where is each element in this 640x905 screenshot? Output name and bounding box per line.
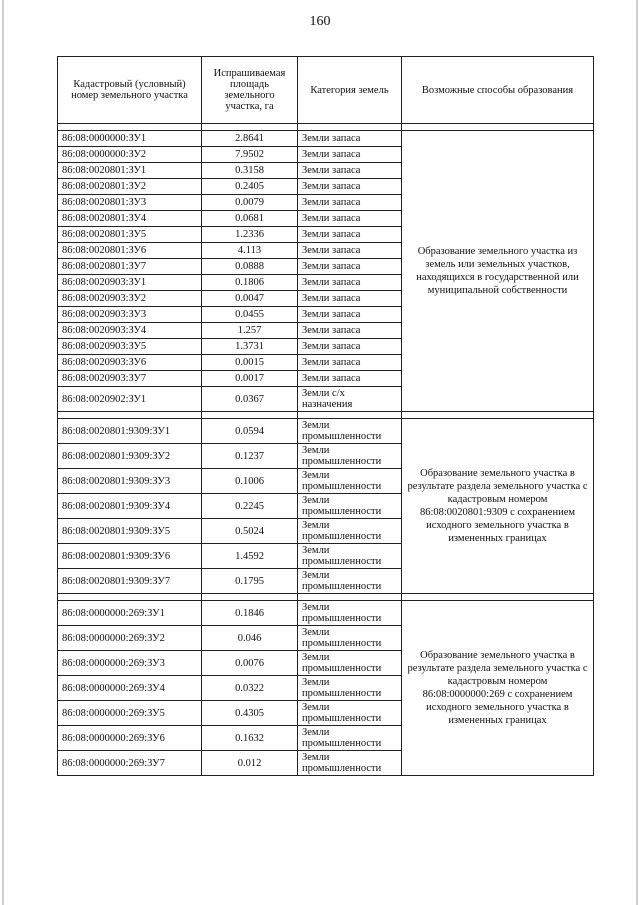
area-cell: 0.1846 bbox=[202, 601, 298, 626]
land-category-cell: Земли промышленности bbox=[298, 544, 402, 569]
area-cell: 0.0888 bbox=[202, 259, 298, 275]
page-number: 160 bbox=[309, 14, 331, 29]
area-cell: 0.0594 bbox=[202, 419, 298, 444]
area-cell: 0.0367 bbox=[202, 387, 298, 412]
area-cell: 0.1795 bbox=[202, 569, 298, 594]
land-category-cell: Земли промышленности bbox=[298, 751, 402, 776]
spacer-cell bbox=[202, 594, 298, 601]
spacer-cell bbox=[298, 594, 402, 601]
spacer-cell bbox=[58, 594, 202, 601]
land-category-cell: Земли запаса bbox=[298, 307, 402, 323]
land-category-cell: Земли промышленности bbox=[298, 626, 402, 651]
land-category-cell: Земли запаса bbox=[298, 227, 402, 243]
area-cell: 7.9502 bbox=[202, 147, 298, 163]
cadastral-number-cell: 86:08:0020801:ЗУ5 bbox=[58, 227, 202, 243]
header-cadastral-number: Кадастровый (условный) номер земельного участка bbox=[58, 57, 202, 124]
land-category-cell: Земли запаса bbox=[298, 323, 402, 339]
cadastral-number-cell: 86:08:0000000:269:ЗУ5 bbox=[58, 701, 202, 726]
land-category-cell: Земли запаса bbox=[298, 339, 402, 355]
land-category-cell: Земли промышленности bbox=[298, 676, 402, 701]
table-row bbox=[58, 601, 594, 626]
land-category-cell: Земли промышленности bbox=[298, 444, 402, 469]
header-land-category: Категория земель bbox=[298, 57, 402, 124]
group-spacer-row bbox=[58, 594, 594, 601]
table-body bbox=[58, 124, 594, 776]
cadastral-number-cell: 86:08:0020801:ЗУ1 bbox=[58, 163, 202, 179]
area-cell: 0.1237 bbox=[202, 444, 298, 469]
spacer-cell bbox=[58, 124, 202, 131]
group-spacer-row bbox=[58, 412, 594, 419]
cadastral-number-cell: 86:08:0000000:ЗУ2 bbox=[58, 147, 202, 163]
area-cell: 0.0322 bbox=[202, 676, 298, 701]
land-category-cell: Земли запаса bbox=[298, 195, 402, 211]
area-cell: 1.257 bbox=[202, 323, 298, 339]
cadastral-number-cell: 86:08:0020801:ЗУ7 bbox=[58, 259, 202, 275]
area-cell: 0.0076 bbox=[202, 651, 298, 676]
cadastral-number-cell: 86:08:0020903:ЗУ6 bbox=[58, 355, 202, 371]
area-cell: 0.3158 bbox=[202, 163, 298, 179]
area-cell: 1.2336 bbox=[202, 227, 298, 243]
formation-method-cell: Образование земельного участка в результате раздела земельного участка с кадастровым номером 86:08:0020801:9309 с сохранением исходного земельного участка в измененных границах bbox=[402, 419, 594, 594]
group-spacer-row bbox=[58, 124, 594, 131]
land-category-cell: Земли запаса bbox=[298, 259, 402, 275]
cadastral-number-cell: 86:08:0000000:269:ЗУ6 bbox=[58, 726, 202, 751]
cadastral-number-cell: 86:08:0000000:269:ЗУ4 bbox=[58, 676, 202, 701]
cadastral-number-cell: 86:08:0020801:9309:ЗУ2 bbox=[58, 444, 202, 469]
area-cell: 0.5024 bbox=[202, 519, 298, 544]
land-category-cell: Земли запаса bbox=[298, 371, 402, 387]
land-category-cell: Земли запаса bbox=[298, 243, 402, 259]
cadastral-number-cell: 86:08:0000000:ЗУ1 bbox=[58, 131, 202, 147]
cadastral-number-cell: 86:08:0020801:9309:ЗУ4 bbox=[58, 494, 202, 519]
table-row bbox=[58, 419, 594, 444]
land-category-cell: Земли запаса bbox=[298, 355, 402, 371]
area-cell: 0.0681 bbox=[202, 211, 298, 227]
cadastral-number-cell: 86:08:0020902:ЗУ1 bbox=[58, 387, 202, 412]
area-cell: 0.012 bbox=[202, 751, 298, 776]
land-category-cell: Земли промышленности bbox=[298, 726, 402, 751]
land-category-cell: Земли запаса bbox=[298, 291, 402, 307]
land-category-cell: Земли запаса bbox=[298, 163, 402, 179]
cadastral-number-cell: 86:08:0000000:269:ЗУ1 bbox=[58, 601, 202, 626]
area-cell: 0.0455 bbox=[202, 307, 298, 323]
land-plots-table bbox=[57, 56, 594, 776]
spacer-cell bbox=[202, 124, 298, 131]
cadastral-number-cell: 86:08:0020903:ЗУ5 bbox=[58, 339, 202, 355]
area-cell: 0.0079 bbox=[202, 195, 298, 211]
area-cell: 1.3731 bbox=[202, 339, 298, 355]
cadastral-number-cell: 86:08:0020903:ЗУ2 bbox=[58, 291, 202, 307]
land-category-cell: Земли запаса bbox=[298, 131, 402, 147]
scan-edge-left bbox=[2, 0, 4, 905]
spacer-cell bbox=[202, 412, 298, 419]
land-category-cell: Земли промышленности bbox=[298, 519, 402, 544]
land-category-cell: Земли промышленности bbox=[298, 651, 402, 676]
land-category-cell: Земли с/х назначения bbox=[298, 387, 402, 412]
table-row bbox=[58, 131, 594, 147]
area-cell: 0.1632 bbox=[202, 726, 298, 751]
cadastral-number-cell: 86:08:0000000:269:ЗУ3 bbox=[58, 651, 202, 676]
land-category-cell: Земли промышленности bbox=[298, 469, 402, 494]
cadastral-number-cell: 86:08:0020801:9309:ЗУ1 bbox=[58, 419, 202, 444]
cadastral-number-cell: 86:08:0020801:ЗУ2 bbox=[58, 179, 202, 195]
cadastral-number-cell: 86:08:0020903:ЗУ7 bbox=[58, 371, 202, 387]
area-cell: 1.4592 bbox=[202, 544, 298, 569]
land-category-cell: Земли промышленности bbox=[298, 701, 402, 726]
formation-method-cell: Образование земельного участка из земель или земельных участков, находящихся в государственной или муниципальной собственности bbox=[402, 131, 594, 412]
area-cell: 0.2405 bbox=[202, 179, 298, 195]
scan-edge-right bbox=[636, 0, 638, 905]
area-cell: 0.0015 bbox=[202, 355, 298, 371]
header-formation-methods: Возможные способы образования bbox=[402, 57, 594, 124]
header-area: Испрашиваемая площадь земельного участка, га bbox=[202, 57, 298, 124]
land-category-cell: Земли запаса bbox=[298, 275, 402, 291]
spacer-cell bbox=[402, 594, 594, 601]
area-cell: 4.113 bbox=[202, 243, 298, 259]
land-category-cell: Земли запаса bbox=[298, 179, 402, 195]
land-category-cell: Земли промышленности bbox=[298, 419, 402, 444]
cadastral-number-cell: 86:08:0020903:ЗУ4 bbox=[58, 323, 202, 339]
land-category-cell: Земли запаса bbox=[298, 211, 402, 227]
area-cell: 0.1806 bbox=[202, 275, 298, 291]
land-category-cell: Земли промышленности bbox=[298, 601, 402, 626]
cadastral-number-cell: 86:08:0000000:269:ЗУ2 bbox=[58, 626, 202, 651]
spacer-cell bbox=[402, 412, 594, 419]
land-category-cell: Земли промышленности bbox=[298, 494, 402, 519]
spacer-cell bbox=[58, 412, 202, 419]
spacer-cell bbox=[298, 124, 402, 131]
cadastral-number-cell: 86:08:0020801:9309:ЗУ5 bbox=[58, 519, 202, 544]
spacer-cell bbox=[298, 412, 402, 419]
land-category-cell: Земли промышленности bbox=[298, 569, 402, 594]
area-cell: 0.1006 bbox=[202, 469, 298, 494]
cadastral-number-cell: 86:08:0020801:9309:ЗУ7 bbox=[58, 569, 202, 594]
area-cell: 0.4305 bbox=[202, 701, 298, 726]
table-header-row bbox=[58, 57, 594, 124]
formation-method-cell: Образование земельного участка в результате раздела земельного участка с кадастровым номером 86:08:0000000:269 с сохранением исходного земельного участка в измененных границах bbox=[402, 601, 594, 776]
cadastral-number-cell: 86:08:0020903:ЗУ1 bbox=[58, 275, 202, 291]
area-cell: 2.8641 bbox=[202, 131, 298, 147]
cadastral-number-cell: 86:08:0020801:ЗУ6 bbox=[58, 243, 202, 259]
cadastral-number-cell: 86:08:0020801:ЗУ3 bbox=[58, 195, 202, 211]
cadastral-number-cell: 86:08:0020801:ЗУ4 bbox=[58, 211, 202, 227]
area-cell: 0.0017 bbox=[202, 371, 298, 387]
spacer-cell bbox=[402, 124, 594, 131]
cadastral-number-cell: 86:08:0020801:9309:ЗУ3 bbox=[58, 469, 202, 494]
cadastral-number-cell: 86:08:0020903:ЗУ3 bbox=[58, 307, 202, 323]
cadastral-number-cell: 86:08:0000000:269:ЗУ7 bbox=[58, 751, 202, 776]
land-category-cell: Земли запаса bbox=[298, 147, 402, 163]
cadastral-number-cell: 86:08:0020801:9309:ЗУ6 bbox=[58, 544, 202, 569]
area-cell: 0.2245 bbox=[202, 494, 298, 519]
area-cell: 0.0047 bbox=[202, 291, 298, 307]
area-cell: 0.046 bbox=[202, 626, 298, 651]
